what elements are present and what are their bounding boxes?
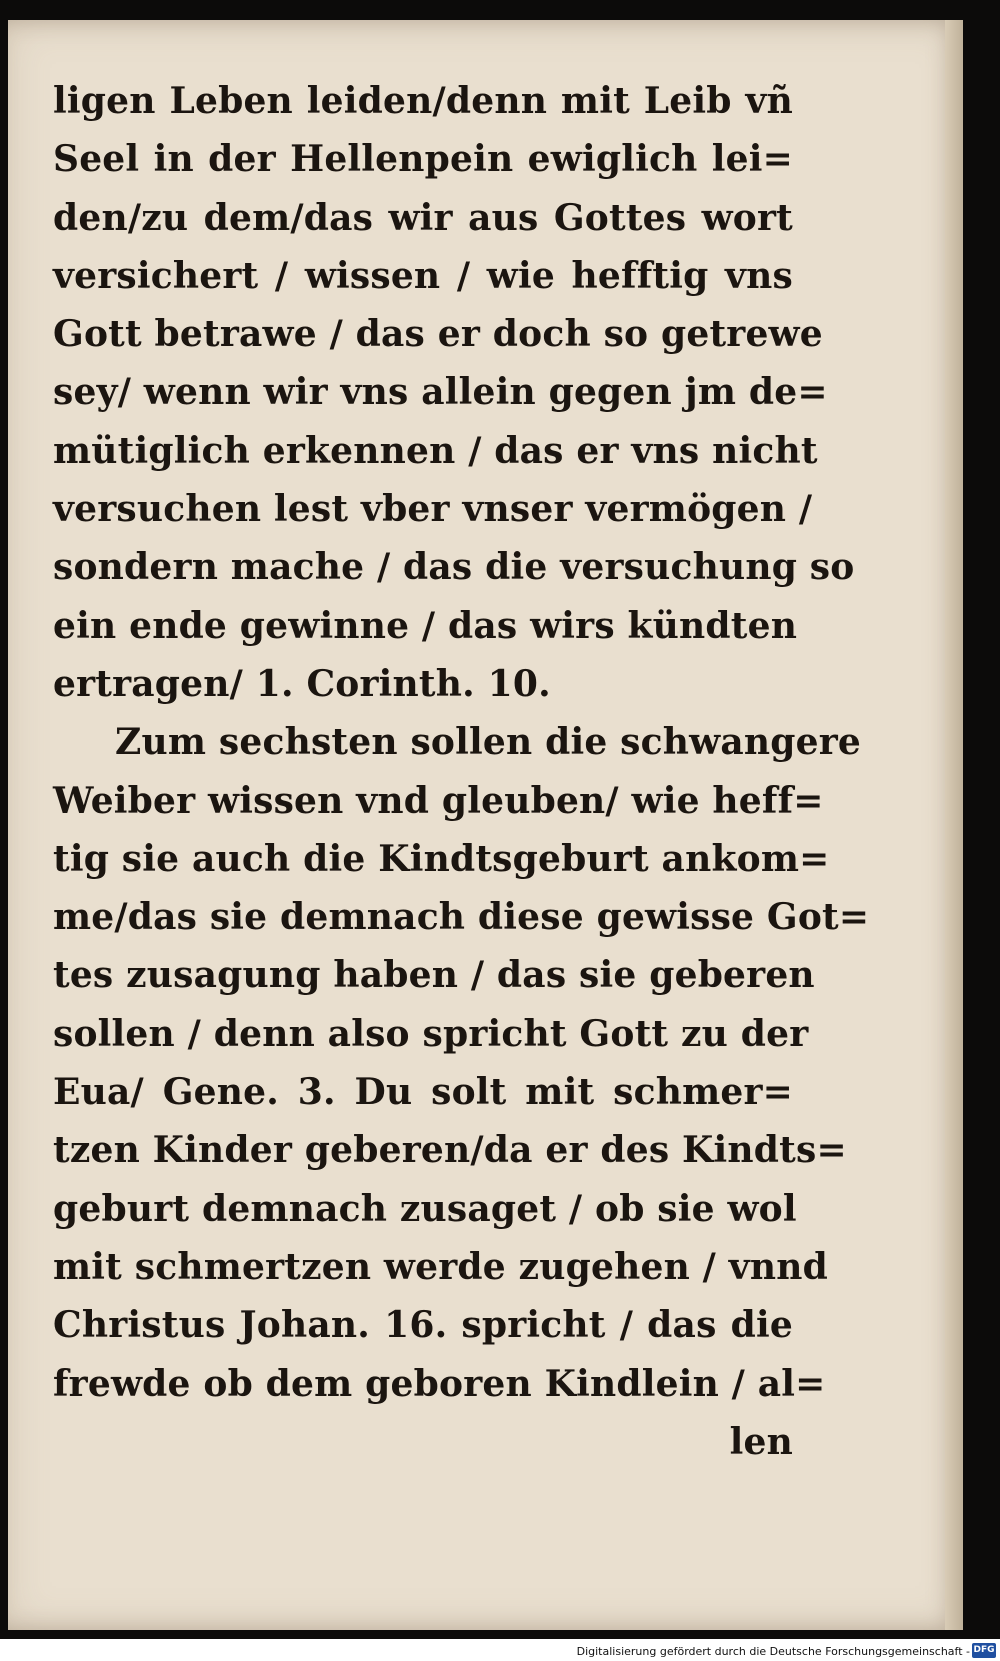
text-line: Eua/ Gene. 3. Du solt mit schmer= [53,1071,793,1114]
text-line: sollen / denn also spricht Gott zu der [53,1012,809,1055]
text-line: ertragen/ 1. Corinth. 10. [53,662,551,705]
text-line: tig sie auch die Kindtsgeburt ankom= [53,837,830,880]
text-line: sondern mache / das die versuchung so [53,546,855,589]
paragraph-start-line: Zum sechsten sollen die schwangere [115,721,861,764]
text-line: frewde ob dem geboren Kindlein / al= [53,1362,826,1405]
dfg-logo: DFG [972,1643,996,1658]
footer-bar [0,1639,1000,1661]
text-line: sey/ wenn wir vns allein gegen jm de= [53,371,828,414]
text-line: Weiber wissen vnd gleuben/ wie heff= [53,779,824,822]
text-line: me/das sie demnach diese gewisse Got= [53,896,870,939]
text-line: tes zusagung haben / das sie geberen [53,954,815,997]
text-line: den/zu dem/das wir aus Gottes wort [53,196,793,239]
text-line: Gott betrawe / das er doch so getrewe [53,313,823,356]
funding-credit: Digitalisierung gefördert durch die Deutsche Forschungsgemeinschaft - [576,1645,970,1658]
text-line: ein ende gewinne / das wirs kündten [53,604,798,647]
text-line: ligen Leben leiden/denn mit Leib vñ [53,80,793,122]
page-edge [945,20,963,1630]
text-line: mütiglich erkennen / das er vns nicht [53,429,818,472]
text-line: mit schmertzen werde zugehen / vnnd [53,1245,829,1288]
text-line: versichert / wissen / wie hefftig vns [53,254,793,297]
text-line: Christus Johan. 16. spricht / das die [53,1304,793,1347]
book-page [8,20,963,1630]
page-text [53,72,870,1471]
text-line: Seel in der Hellenpein ewiglich lei= [53,138,793,181]
catchword: len [729,1420,793,1463]
text-line: geburt demnach zusaget / ob sie wol [53,1187,797,1230]
text-line: versuchen lest vber vnser vermögen / [53,488,813,531]
text-line: tzen Kinder geberen/da er des Kindts= [53,1129,847,1172]
